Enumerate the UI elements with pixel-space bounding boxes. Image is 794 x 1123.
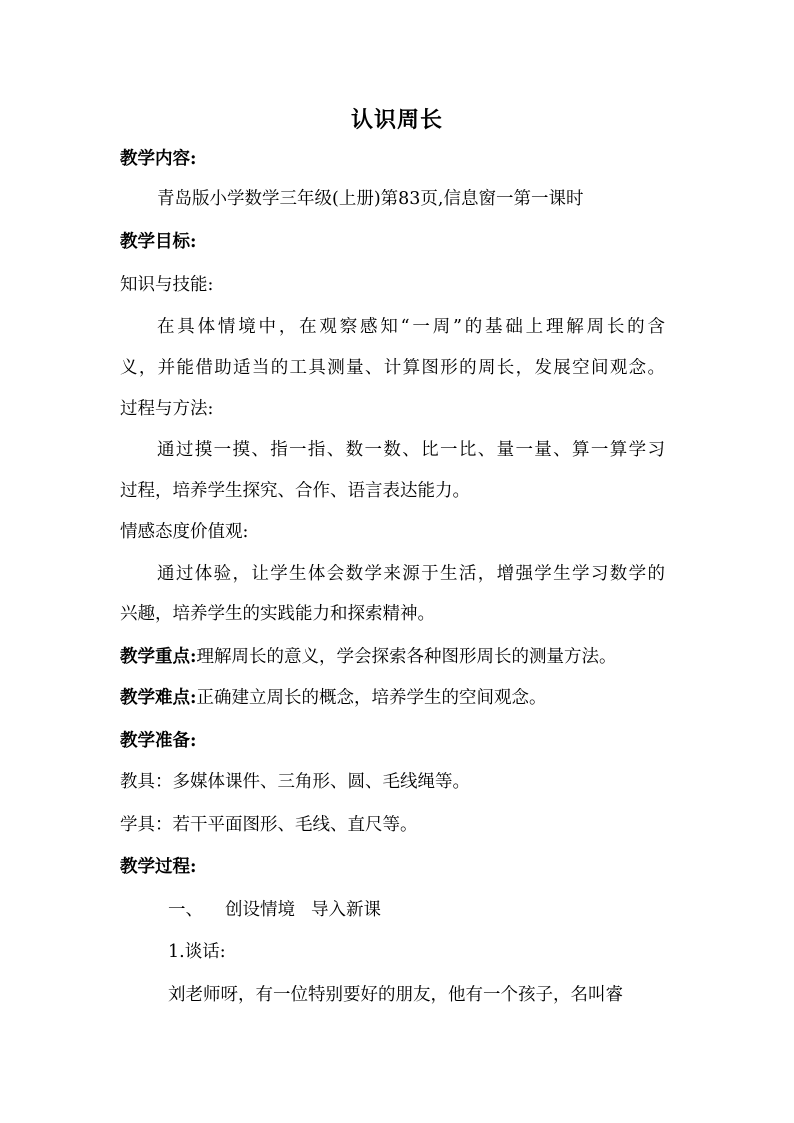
page-title: 认识周长	[350, 107, 443, 133]
student-tools: 学具：若干平面图形、毛线、直尺等。	[120, 815, 418, 835]
section-1-part-b: 导入新课	[311, 900, 381, 920]
process-main-heading: 教学过程:	[120, 857, 197, 877]
difficulty-label: 教学难点:	[120, 688, 197, 708]
key-point-line	[120, 645, 616, 669]
knowledge-heading: 知识与技能:	[120, 275, 214, 295]
knowledge-line-1: 在具体情境中，在观察感知“一周”的基础上理解周长的含	[157, 317, 665, 337]
goals-heading: 教学目标:	[120, 232, 197, 252]
process-heading: 过程与方法:	[120, 399, 214, 419]
emotion-heading: 情感态度价值观:	[120, 522, 249, 542]
content-text: 青岛版小学数学三年级(上册)第83页,信息窗一第一课时	[157, 189, 584, 209]
step-1-text: 刘老师呀，有一位特别要好的朋友，他有一个孩子，名叫睿	[168, 985, 623, 1005]
process-line-1: 通过摸一摸、指一指、数一数、比一比、量一量、算一算学习	[157, 440, 665, 460]
section-1-number: 一、	[168, 900, 203, 920]
section-1-heading	[168, 898, 381, 922]
teacher-tools: 教具：多媒体课件、三角形、圆、毛线绳等。	[120, 772, 470, 792]
step-1-label: 1.谈话:	[168, 942, 226, 962]
key-point-text: 理解周长的意义，学会探索各种图形周长的测量方法。	[196, 647, 617, 667]
difficulty-text: 正确建立周长的概念，培养学生的空间观念。	[196, 688, 547, 708]
process-line-2: 过程，培养学生探究、合作、语言表达能力。	[120, 481, 470, 501]
section-1-part-a: 创设情境	[225, 900, 295, 920]
knowledge-line-2: 义，并能借助适当的工具测量、计算图形的周长，发展空间观念。	[120, 358, 665, 378]
difficulty-line	[120, 686, 546, 710]
emotion-line-1: 通过体验，让学生体会数学来源于生活，增强学生学习数学的	[157, 564, 665, 584]
emotion-line-2: 兴趣，培养学生的实践能力和探索精神。	[120, 604, 435, 624]
prep-heading: 教学准备:	[120, 731, 197, 751]
key-point-label: 教学重点:	[120, 647, 197, 667]
content-heading: 教学内容:	[120, 149, 197, 169]
